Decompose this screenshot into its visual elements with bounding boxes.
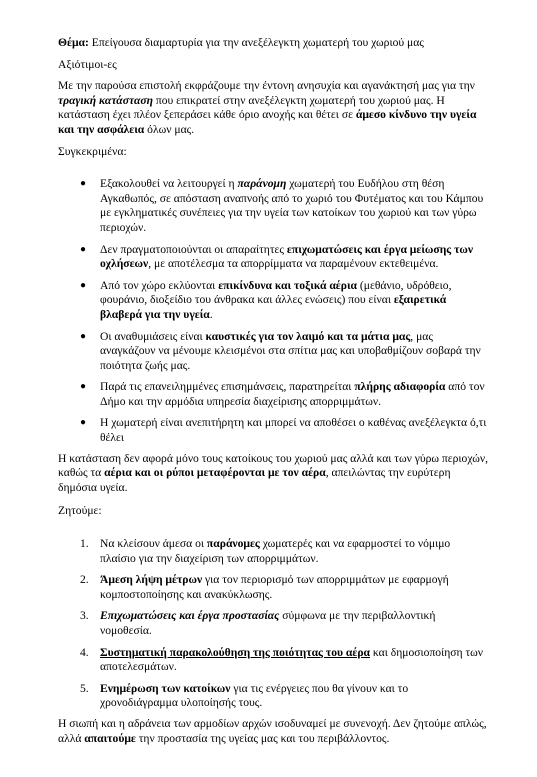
list-item: 1. Να κλείσουν άμεσα οι παράνομες χωματερές και να εφαρμοστεί το νόμιμο πλαίσιο για την διαχείριση των απορριμμάτων. — [80, 537, 451, 565]
demands-list — [58, 537, 488, 711]
intro-emphasis-1: τραγική κατάσταση — [58, 93, 153, 107]
bullet-icon: ● — [80, 178, 87, 190]
demands-lead: Ζητούμε: — [58, 504, 102, 518]
closing-emphasis: απαιτούμε — [84, 731, 136, 745]
summary-emphasis: αέρια και οι ρύποι μεταφέρονται με τον αέρα — [104, 466, 326, 480]
bullet-icon: ● — [80, 417, 87, 429]
bullet-icon: ● — [80, 330, 87, 342]
list-item: 3. Επιχωματώσεις και έργα προστασίας σύμφωνα με την περιβαλλοντική νομοθεσία. — [80, 609, 436, 637]
intro-paragraph: Με την παρούσα επιστολή εκφράζουμε την έντονη ανησυχία και αγανάκτησή μας για την τραγική κατάσταση που επικρατεί στην ανεξέλεγκτη χωματερή του χωριού μας. Η κατάσταση έχει πλέον ξεπεράσει κάθε όριο ανοχής και θέτει σε άμεσο κίνδυνο την υγεία και την ασφάλεια όλων μας. — [58, 79, 477, 136]
lead-text: Συγκεκριμένα: — [58, 144, 127, 158]
list-item: ● Παρά τις επανειλημμένες επισημάνσεις, παρατηρείται πλήρης αδιαφορία από τον Δήμο και την αρμόδια υπηρεσία διαχείρισης απορριμμάτων. — [80, 380, 485, 408]
bullet-icon: ● — [80, 243, 87, 255]
list-number: 4. — [80, 645, 89, 659]
closing-paragraph: Η σιωπή και η αδράνεια των αρμοδίων αρχών ισοδυναμεί με συνενοχή. Δεν ζητούμε απλώς, αλλά απαιτούμε την προστασία της υγείας μας και του περιβάλλοντος. — [58, 716, 487, 745]
letter-document — [58, 36, 488, 746]
subject-text: Επείγουσα διαμαρτυρία για την ανεξέλεγκτη χωματερή του χωριού μας — [88, 36, 424, 49]
bullet-icon: ● — [80, 279, 87, 291]
list-item: 2. Άμεση λήψη μέτρων για τον περιορισμό των απορριμμάτων με εφαρμογή κομποστοποίησης και ανακύκλωσης. — [80, 573, 449, 601]
issues-list — [58, 177, 488, 446]
bullet-icon: ● — [80, 381, 87, 393]
subject-label: Θέμα: — [58, 36, 89, 49]
list-number: 5. — [80, 681, 89, 695]
greeting: Αξιότιμοι-ες — [58, 57, 117, 71]
list-item: ● Από τον χώρο εκλύονται επικίνδυνα και τοξικά αέρια (μεθάνιο, υδρόθειο, φουράνιο, διοξείδιο του άνθρακα και άλλες ενώσεις) που είναι εξαιρετικά βλαβερά για την υγεία. — [80, 278, 452, 321]
intro-emphasis-2: άμεσο κίνδυνο την υγεία και την ασφάλεια — [58, 108, 477, 136]
list-number: 3. — [80, 609, 89, 623]
list-item: ● Δεν πραγματοποιούνται οι απαραίτητες επιχωματώσεις και έργα μείωσης των οχλήσεων, με αποτέλεσμα τα απορρίμματα να παραμένουν εκτεθειμένα. — [80, 242, 474, 271]
summary-paragraph: Η κατάσταση δεν αφορά μόνο τους κατοίκους του χωριού μας αλλά και των γύρω περιοχών, καθώς τα αέρια και οι ρύποι μεταφέρονται με τον αέρα, απειλώντας την ευρύτερη δημόσια υγεία. — [58, 451, 488, 494]
list-item: 5. Ενημέρωση των κατοίκων για τις ενέργειες που θα γίνουν και το χρονοδιάγραμμα υλοποίησής τους. — [80, 681, 409, 710]
list-item: ● Οι αναθυμιάσεις είναι καυστικές για τον λαιμό και τα μάτια μας, μας αναγκάζουν να μένουμε κλεισμένοι στα σπίτια μας και υποβαθμίζουν σοβαρά την ποιότητα ζωής μας. — [80, 329, 481, 372]
list-number: 2. — [80, 573, 89, 587]
list-item: ● Η χωματερή είναι ανεπιτήρητη και μπορεί να αποθέσει ο καθένας ανεξέλεγκτα ό,τι θέλει — [80, 416, 487, 445]
list-item: ● Εξακολουθεί να λειτουργεί η παράνομη χωματερή του Ευδήλου στη θέση Αγκαθωπός, σε απόσταση αναπνοής από το χωριό του Φυτέματος και του Κάμπου με εγκληματικές συνέπειες για την υγεία των κατοίκων του χωριού και των γύρω περιοχών. — [80, 177, 484, 234]
list-item: 4. Συστηματική παρακολούθηση της ποιότητας του αέρα και δημοσιοποίηση των αποτελεσμάτων. — [80, 645, 484, 674]
subject-line — [58, 36, 488, 51]
list-number: 1. — [80, 537, 89, 551]
